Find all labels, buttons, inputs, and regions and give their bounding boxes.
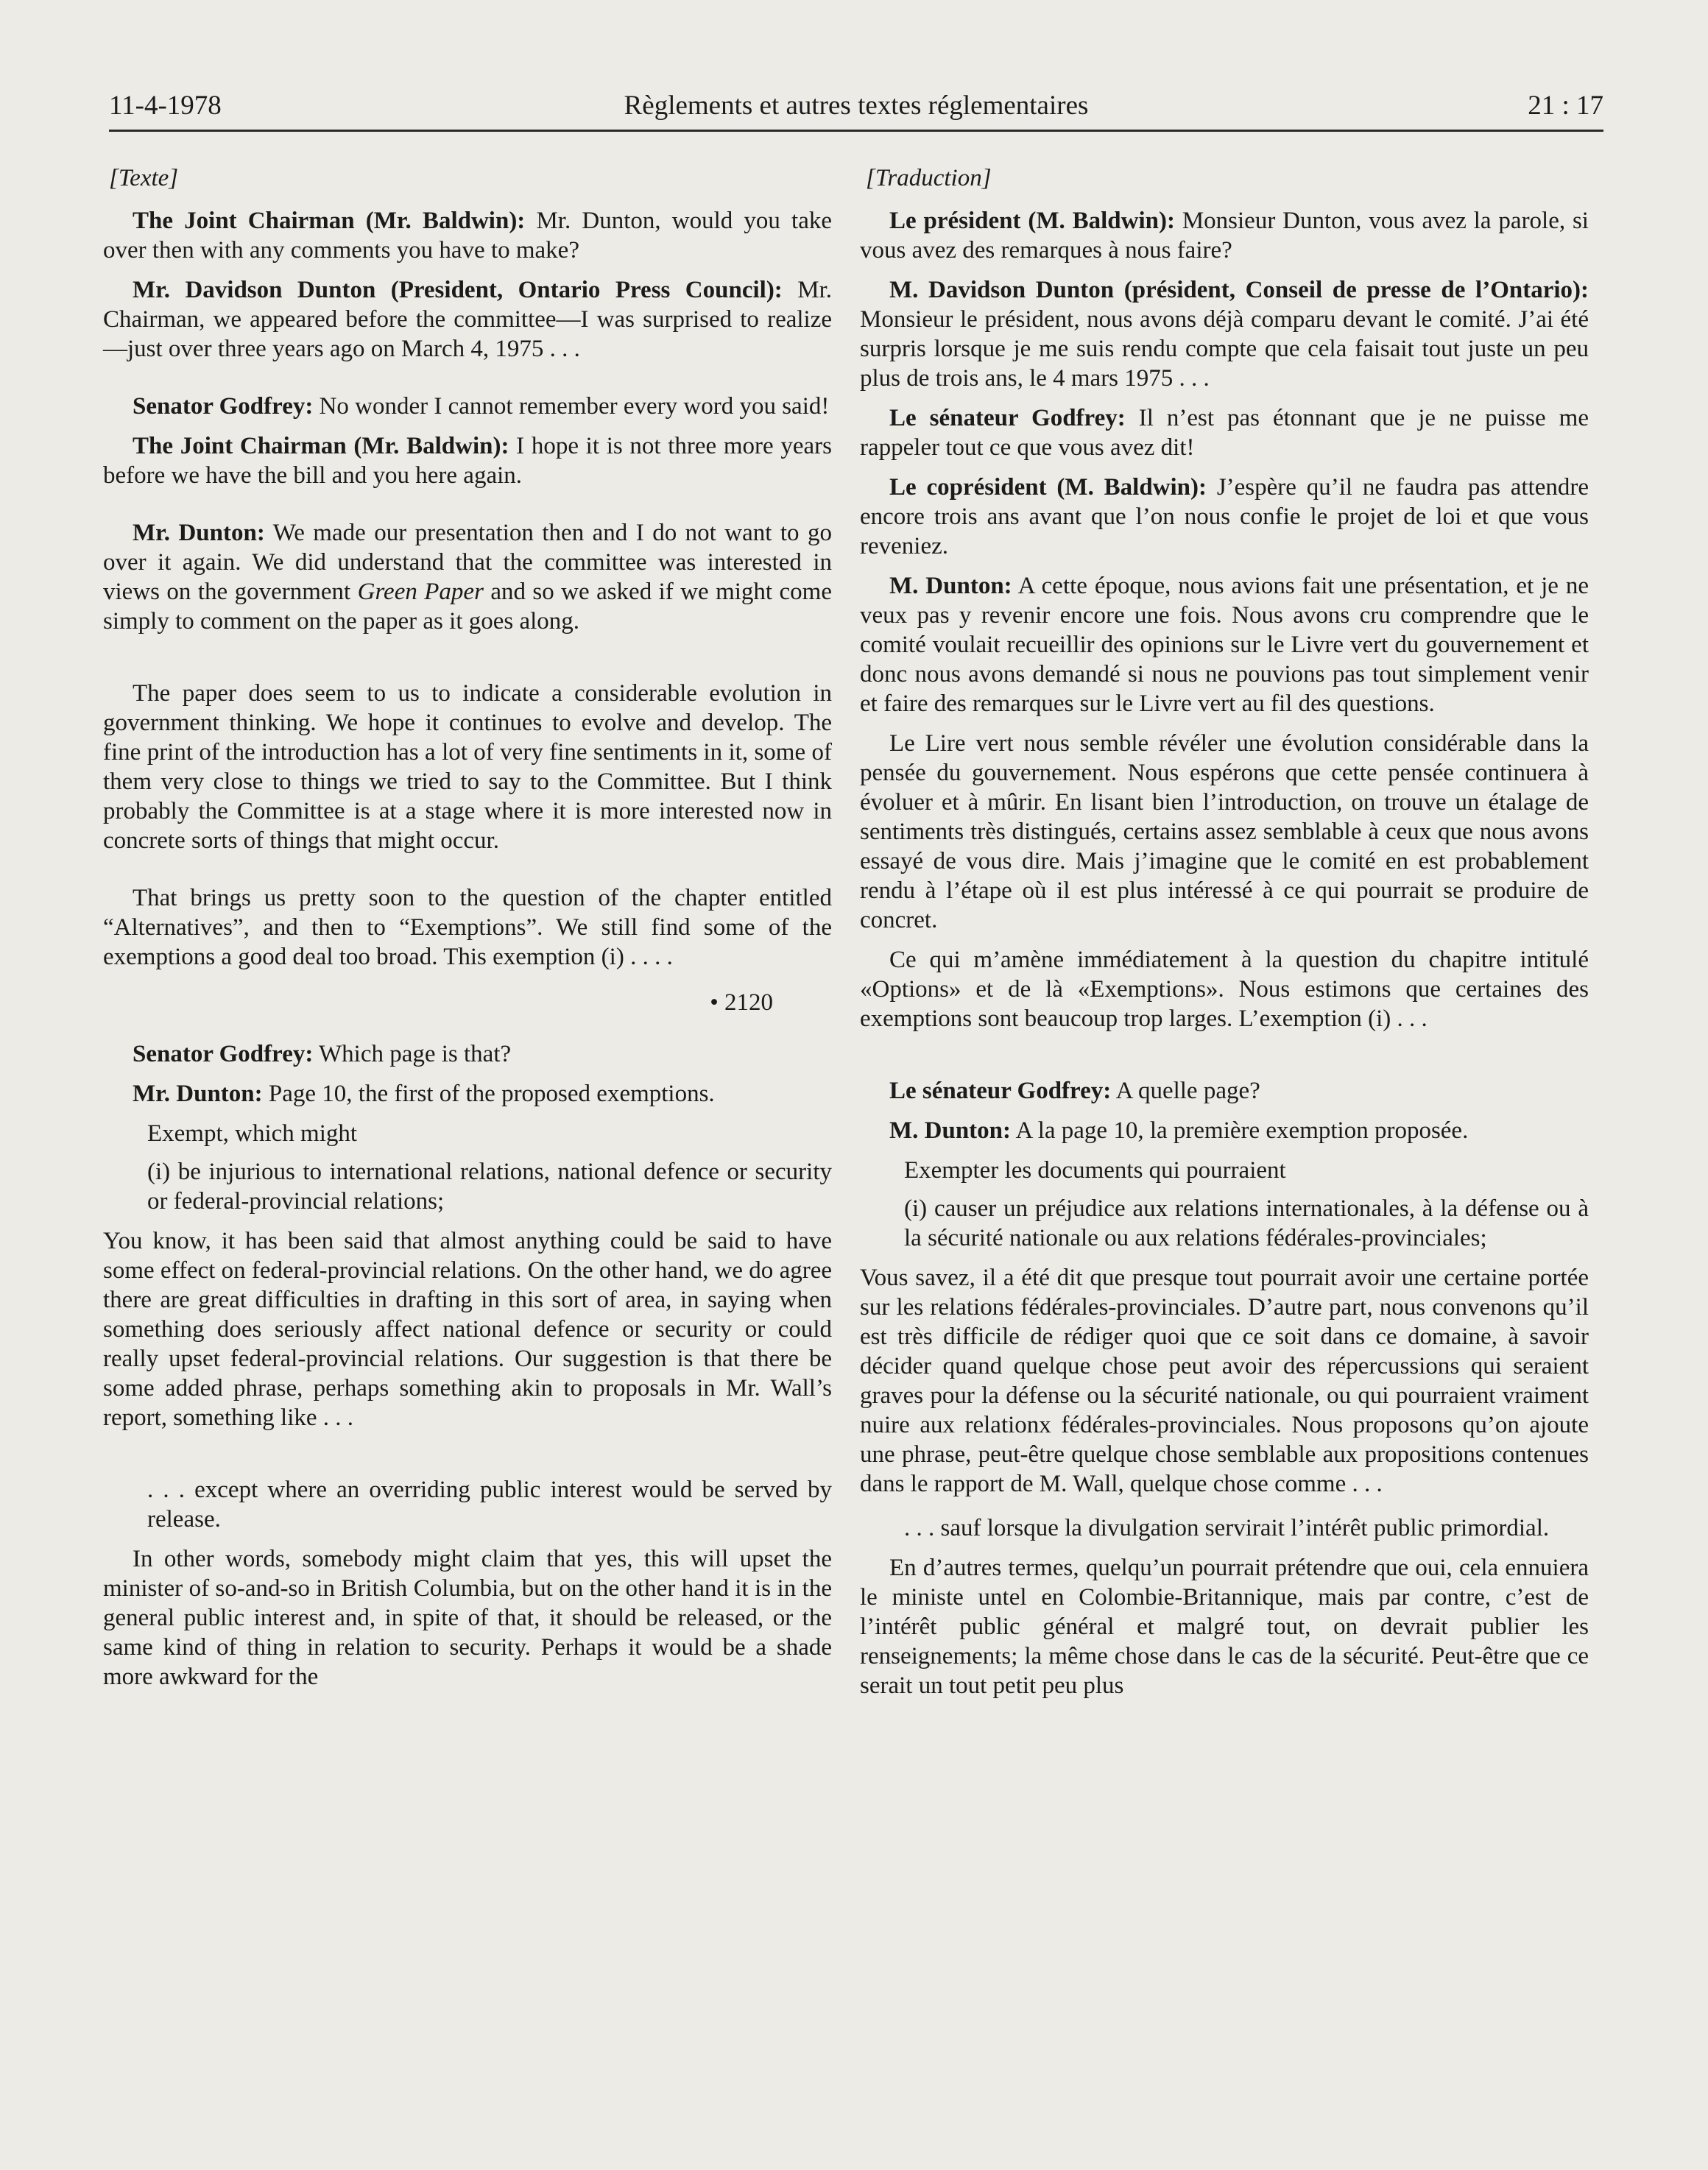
speaker: Senator Godfrey: [133, 393, 314, 420]
paragraph: Le coprésident (M. Baldwin): J’espère qu’il ne faudra pas attendre encore trois ans avant que l’on nous confie le projet de loi et que vous reveniez. [860, 474, 1589, 559]
paragraph: Le sénateur Godfrey: A quelle page? [889, 1078, 1260, 1104]
speaker: M. Dunton: [889, 573, 1012, 599]
quotation: (i) causer un préjudice aux relations internationales, à la défense ou à la sécurité nationale ou aux relations fédérales-provinciales; [904, 1195, 1589, 1251]
paragraph: M. Dunton: A cette époque, nous avions fait une présentation, et je ne veux pas y revenir encore une fois. Nous avons cru comprendre que le comité voulait recueillir des opinions sur le Livre vert du gouvernement et donc nous avons demandé si nous ne pouvions pas tout simplement venir et faire des remarques sur le Livre vert au fil des questions. [860, 573, 1589, 717]
paragraph: Le président (M. Baldwin): Monsieur Dunton, vous avez la parole, si vous avez des remarques à nous faire? [860, 208, 1589, 264]
speaker: Le sénateur Godfrey: [889, 405, 1126, 431]
paragraph: The Joint Chairman (Mr. Baldwin): Mr. Dunton, would you take over then with any comments you have to make? [103, 208, 832, 264]
paragraph: M. Dunton: A la page 10, la première exemption proposée. [889, 1117, 1469, 1144]
speaker: Le coprésident (M. Baldwin): [889, 474, 1207, 501]
english-column [103, 163, 832, 1706]
paragraph: That brings us pretty soon to the question of the chapter entitled “Alternatives”, and then to “Exemptions”. We still find some of the exemptions a good deal too broad. This exemption (i) . . . . [103, 885, 832, 970]
column-label: [Traduction] [866, 165, 992, 191]
speaker: Le sénateur Godfrey: [889, 1078, 1112, 1104]
quotation: Exempter les documents qui pourraient [904, 1157, 1286, 1184]
paragraph: En d’autres termes, quelqu’un pourrait prétendre que oui, cela ennuiera le ministe untel en Colombie-Britannique, mais par contre, c’est de l’intérêt public général et malgré tout, on devrait publier les renseignements; la même chose dans le cas de la sécurité. Peut-être que ce serait un tout petit peu plus [860, 1555, 1589, 1699]
paragraph: Mr. Dunton: Page 10, the first of the proposed exemptions. [133, 1081, 715, 1107]
paragraph: Le sénateur Godfrey: Il n’est pas étonnant que je ne puisse me rappeler tout ce que vous avez dit! [860, 405, 1589, 461]
paragraph: The Joint Chairman (Mr. Baldwin): I hope it is not three more years before we have the bill and you here again. [103, 433, 832, 489]
paragraph: Le Lire vert nous semble révéler une évolution considérable dans la pensée du gouvernement. Nous espérons que cette pensée continuera à évoluer et à mûrir. En lisant bien l’introduction, on trouve un étalage de sentiments très distingués, certains assez semblable à ceux que nous avons essayé de vous dire. Mais j’imagine que le comité en est probablement rendu à l’étape où il est plus intéressé à ce qui pourrait se produire de concret. [860, 730, 1589, 933]
quotation: . . . sauf lorsque la divulgation servirait l’intérêt public primordial. [904, 1515, 1550, 1541]
paragraph: The paper does seem to us to indicate a considerable evolution in government thinking. We hope it continues to evolve and develop. The fine print of the introduction has a lot of very fine sentiments in it, some of them very close to things we tried to say to the Committee. But I think probably the Committee is at a stage where it is more interested now in concrete sorts of things that might occur. [103, 680, 832, 854]
paragraph: You know, it has been said that almost anything could be said to have some effect on federal-provincial relations. On the other hand, we do agree there are great difficulties in drafting in this sort of area, in saying when something does seriously affect national defence or security or could really upset federal-provincial relations. Our suggestion is that there be some added phrase, perhaps something akin to proposals in Mr. Wall’s report, something like . . . [103, 1228, 832, 1431]
quotation: (i) be injurious to international relations, national defence or security or federal-provincial relations; [147, 1159, 832, 1215]
header-date: 11-4-1978 [109, 91, 222, 121]
paragraph: In other words, somebody might claim that yes, this will upset the minister of so-and-so in British Columbia, but on the other hand it is in the general public interest and, in spite of that, it should be released, or the same kind of thing in relation to security. Perhaps it would be a shade more awkward for the [103, 1546, 832, 1690]
speaker: Mr. Dunton: [133, 1081, 263, 1107]
paragraph: Senator Godfrey: Which page is that? [133, 1041, 512, 1067]
speaker: Le président (M. Baldwin): [889, 208, 1175, 234]
paragraph: Vous savez, il a été dit que presque tout pourrait avoir une certaine portée sur les relations fédérales-provinciales. D’autre part, nous convenons qu’il est très difficile de rédiger quoi que ce soit dans ce domaine, à savoir décider quand quelque chose peut avoir des répercussions qui seraient graves pour la défense ou la sécurité nationale, ou qui pourraient vraiment nuire aux relationx fédérales-provinciales. Nous proposons qu’on ajoute une phrase, peut-être quelque chose semblable aux propositions contenues dans le rapport de M. Wall, quelque chose comme . . . [860, 1265, 1589, 1497]
paragraph: M. Davidson Dunton (président, Conseil de presse de l’Ontario): Monsieur le président, nous avons déjà comparu devant le comité. J’ai été surpris lorsque je me suis rendu compte que cela faisait tout juste un peu plus de trois ans, le 4 mars 1975 . . . [860, 277, 1589, 392]
paragraph: Ce qui m’amène immédiatement à la question du chapitre intitulé «Options» et de là «Exemptions». Nous estimons que certaines des exemptions sont beaucoup trop larges. L’exemption (i) . . . [860, 947, 1589, 1032]
header-page-number: 21 : 17 [1528, 91, 1603, 121]
speaker: Senator Godfrey: [133, 1041, 314, 1067]
quotation: . . . except where an overriding public interest would be served by release. [147, 1477, 832, 1533]
speaker: M. Davidson Dunton (président, Conseil de presse de l’Ontario): [889, 277, 1589, 303]
french-column [860, 163, 1589, 1715]
speaker: The Joint Chairman (Mr. Baldwin): [133, 433, 509, 459]
speaker: Mr. Davidson Dunton (President, Ontario Press Council): [133, 277, 783, 303]
paragraph: Mr. Davidson Dunton (President, Ontario Press Council): Mr. Chairman, we appeared before the committee—I was surprised to realize—just over three years ago on March 4, 1975 . . . [103, 277, 832, 362]
speaker: The Joint Chairman (Mr. Baldwin): [133, 208, 526, 234]
quotation: Exempt, which might [147, 1120, 358, 1147]
speaker: Mr. Dunton: [133, 520, 265, 546]
speaker: M. Dunton: [889, 1117, 1012, 1144]
column-label: [Texte] [109, 165, 179, 191]
time-marker: • 2120 [710, 989, 773, 1016]
header-title: Règlements et autres textes réglementaires [624, 91, 1089, 121]
paragraph: Mr. Dunton: We made our presentation then and I do not want to go over it again. We did understand that the committee was interested in views on the government Green Paper and so we asked if we might come simply to comment on the paper as it goes along. [103, 520, 832, 635]
paragraph: Senator Godfrey: No wonder I cannot remember every word you said! [133, 393, 830, 420]
page-header [109, 90, 1603, 132]
